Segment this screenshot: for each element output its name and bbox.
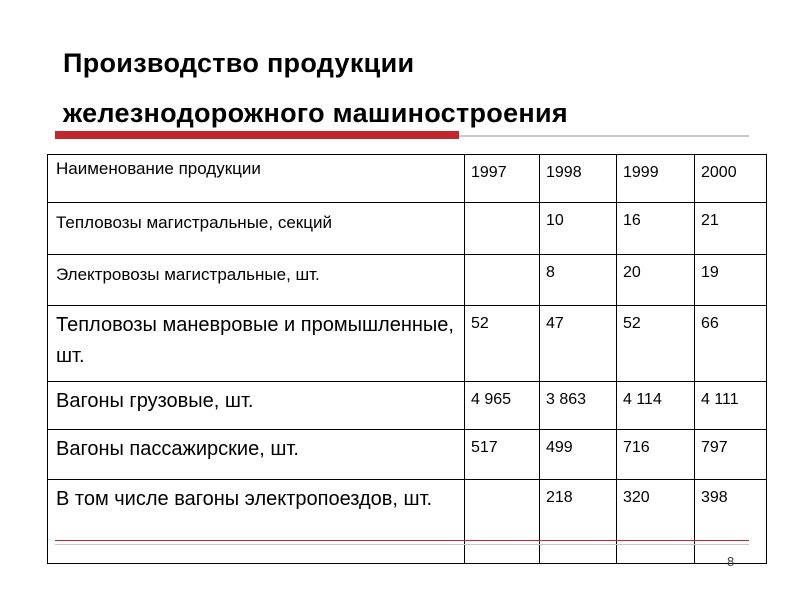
- row-value: 4 111: [695, 382, 767, 430]
- row-value: 797: [695, 430, 767, 480]
- row-value: 4 114: [617, 382, 695, 430]
- footer-line-accent: [55, 540, 749, 541]
- slide-title-line-2: железнодорожного машиностроения: [63, 98, 568, 128]
- table-row: [48, 382, 767, 430]
- slide-title: [63, 38, 763, 138]
- row-value: 218: [540, 480, 617, 564]
- row-value: [465, 203, 540, 255]
- header-cell-year: 2000: [695, 155, 767, 203]
- table-row: [48, 306, 767, 382]
- row-name: Вагоны пассажирские, шт.: [48, 430, 465, 480]
- footer-line-gray: [55, 544, 749, 545]
- title-underline-accent: [55, 131, 459, 139]
- row-value: [465, 255, 540, 306]
- row-value: 3 863: [540, 382, 617, 430]
- row-value: 19: [695, 255, 767, 306]
- row-value: 320: [617, 480, 695, 564]
- row-name: Тепловозы магистральные, секций: [48, 203, 465, 255]
- row-value: 398: [695, 480, 767, 564]
- row-value: 8: [540, 255, 617, 306]
- table-row: [48, 430, 767, 480]
- row-value: 16: [617, 203, 695, 255]
- row-value: 716: [617, 430, 695, 480]
- header-cell-year: 1999: [617, 155, 695, 203]
- row-name: Электровозы магистральные, шт.: [48, 255, 465, 306]
- row-value: 20: [617, 255, 695, 306]
- table-row: [48, 255, 767, 306]
- row-value: 517: [465, 430, 540, 480]
- production-table: [47, 154, 767, 564]
- row-value: 66: [695, 306, 767, 382]
- row-value: 499: [540, 430, 617, 480]
- page-number: 8: [727, 554, 735, 569]
- header-cell-year: 1998: [540, 155, 617, 203]
- row-value: 47: [540, 306, 617, 382]
- row-name: Вагоны грузовые, шт.: [48, 382, 465, 430]
- table-header-row: [48, 155, 767, 203]
- table-row: [48, 203, 767, 255]
- row-value: [465, 480, 540, 564]
- row-name: В том числе вагоны электропоездов, шт.: [48, 480, 465, 564]
- header-cell-year: 1997: [465, 155, 540, 203]
- row-value: 10: [540, 203, 617, 255]
- row-value: 21: [695, 203, 767, 255]
- row-value: 52: [617, 306, 695, 382]
- header-cell-name: Наименование продукции: [48, 155, 465, 203]
- table-row: [48, 480, 767, 564]
- slide-title-line-1: Производство продукции: [63, 48, 415, 78]
- row-value: 52: [465, 306, 540, 382]
- row-value: 4 965: [465, 382, 540, 430]
- row-name: Тепловозы маневровые и промышленные, шт.: [48, 306, 465, 382]
